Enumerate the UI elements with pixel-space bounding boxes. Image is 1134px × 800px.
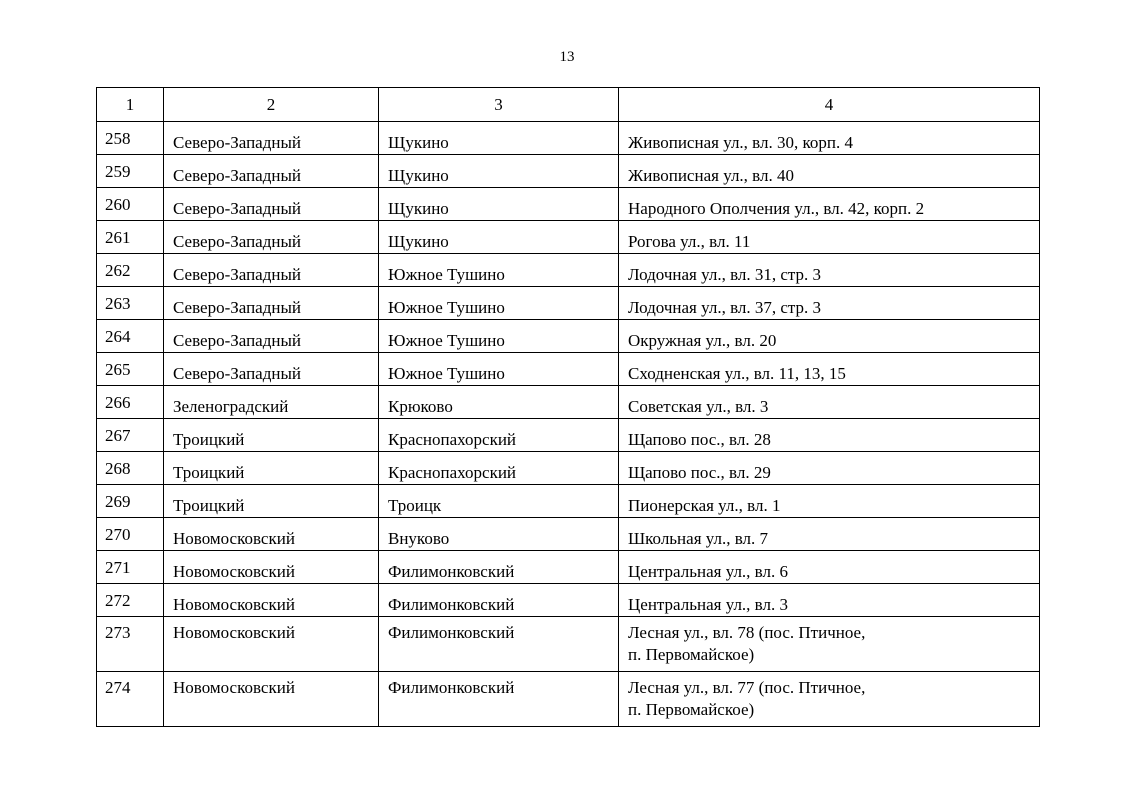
row-number-cell: 266 — [97, 386, 164, 419]
address-cell — [619, 518, 1040, 551]
row-number-cell: 258 — [97, 122, 164, 155]
table-row — [97, 287, 1040, 320]
table-row — [97, 155, 1040, 188]
row-number-cell: 262 — [97, 254, 164, 287]
table-row — [97, 551, 1040, 584]
row-number-cell: 274 — [97, 672, 164, 727]
row-number-cell: 267 — [97, 419, 164, 452]
address-cell — [619, 485, 1040, 518]
district-cell: Новомосковский — [164, 518, 379, 551]
row-number-cell: 265 — [97, 353, 164, 386]
area-cell: Щукино — [379, 155, 619, 188]
address-line: Школьная ул., вл. 7 — [628, 529, 769, 548]
address-line: п. Первомайское) — [628, 645, 755, 664]
address-line: Лесная ул., вл. 78 (пос. Птичное, — [628, 623, 866, 642]
address-cell — [619, 617, 1040, 672]
district-cell: Троицкий — [164, 452, 379, 485]
table-row — [97, 584, 1040, 617]
address-line: п. Первомайское) — [628, 700, 755, 719]
table-row — [97, 672, 1040, 727]
area-cell: Внуково — [379, 518, 619, 551]
district-cell: Новомосковский — [164, 584, 379, 617]
address-cell — [619, 254, 1040, 287]
address-line: Окружная ул., вл. 20 — [628, 331, 777, 350]
address-line: Народного Ополчения ул., вл. 42, корп. 2 — [628, 199, 925, 218]
address-line: Сходненская ул., вл. 11, 13, 15 — [628, 364, 846, 383]
address-cell — [619, 122, 1040, 155]
row-number-cell: 269 — [97, 485, 164, 518]
address-line: Пионерская ул., вл. 1 — [628, 496, 781, 515]
address-cell — [619, 386, 1040, 419]
area-cell: Филимонковский — [379, 551, 619, 584]
table-row — [97, 419, 1040, 452]
row-number-cell: 268 — [97, 452, 164, 485]
address-line: Лесная ул., вл. 77 (пос. Птичное, — [628, 678, 866, 697]
area-cell: Южное Тушино — [379, 287, 619, 320]
address-cell — [619, 551, 1040, 584]
column-header-3: 3 — [379, 88, 619, 122]
row-number-cell: 273 — [97, 617, 164, 672]
table-row — [97, 617, 1040, 672]
table-row — [97, 452, 1040, 485]
area-cell: Краснопахорский — [379, 452, 619, 485]
district-cell: Троицкий — [164, 485, 379, 518]
address-line: Щапово пос., вл. 28 — [628, 430, 771, 449]
row-number-cell: 263 — [97, 287, 164, 320]
column-header-2: 2 — [164, 88, 379, 122]
area-cell: Троицк — [379, 485, 619, 518]
address-cell — [619, 452, 1040, 485]
row-number-cell: 270 — [97, 518, 164, 551]
column-header-4: 4 — [619, 88, 1040, 122]
district-cell: Северо-Западный — [164, 221, 379, 254]
address-line: Лодочная ул., вл. 31, стр. 3 — [628, 265, 822, 284]
row-number-cell: 264 — [97, 320, 164, 353]
row-number-cell: 259 — [97, 155, 164, 188]
district-cell: Северо-Западный — [164, 287, 379, 320]
district-cell: Новомосковский — [164, 672, 379, 727]
row-number-cell: 261 — [97, 221, 164, 254]
area-cell: Филимонковский — [379, 672, 619, 727]
address-cell — [619, 320, 1040, 353]
address-line: Советская ул., вл. 3 — [628, 397, 769, 416]
district-cell: Северо-Западный — [164, 155, 379, 188]
area-cell: Южное Тушино — [379, 353, 619, 386]
area-cell: Филимонковский — [379, 617, 619, 672]
address-cell — [619, 672, 1040, 727]
address-line: Щапово пос., вл. 29 — [628, 463, 771, 482]
address-cell — [619, 287, 1040, 320]
district-cell: Северо-Западный — [164, 320, 379, 353]
address-cell — [619, 584, 1040, 617]
area-cell: Щукино — [379, 122, 619, 155]
address-line: Центральная ул., вл. 6 — [628, 562, 788, 581]
table-row — [97, 353, 1040, 386]
area-cell: Щукино — [379, 188, 619, 221]
area-cell: Краснопахорский — [379, 419, 619, 452]
address-line: Живописная ул., вл. 40 — [628, 166, 794, 185]
address-line: Центральная ул., вл. 3 — [628, 595, 788, 614]
row-number-cell: 272 — [97, 584, 164, 617]
address-cell — [619, 221, 1040, 254]
area-cell: Щукино — [379, 221, 619, 254]
row-number-cell: 271 — [97, 551, 164, 584]
district-cell: Новомосковский — [164, 617, 379, 672]
district-cell: Троицкий — [164, 419, 379, 452]
area-cell: Южное Тушино — [379, 254, 619, 287]
district-cell: Северо-Западный — [164, 353, 379, 386]
table-row — [97, 122, 1040, 155]
table-row — [97, 254, 1040, 287]
district-cell: Северо-Западный — [164, 254, 379, 287]
address-line: Рогова ул., вл. 11 — [628, 232, 751, 251]
row-number-cell: 260 — [97, 188, 164, 221]
table-row — [97, 221, 1040, 254]
district-cell: Новомосковский — [164, 551, 379, 584]
district-cell: Северо-Западный — [164, 122, 379, 155]
area-cell: Крюково — [379, 386, 619, 419]
table-row — [97, 386, 1040, 419]
table-row — [97, 485, 1040, 518]
area-cell: Южное Тушино — [379, 320, 619, 353]
table-row — [97, 188, 1040, 221]
column-header-1: 1 — [97, 88, 164, 122]
address-table — [96, 87, 1040, 727]
address-cell — [619, 188, 1040, 221]
district-cell: Зеленоградский — [164, 386, 379, 419]
address-line: Лодочная ул., вл. 37, стр. 3 — [628, 298, 822, 317]
address-line: Живописная ул., вл. 30, корп. 4 — [628, 133, 853, 152]
address-cell — [619, 155, 1040, 188]
address-cell — [619, 353, 1040, 386]
page-number: 13 — [559, 49, 575, 65]
district-cell: Северо-Западный — [164, 188, 379, 221]
table-header-row — [97, 88, 1040, 122]
address-cell — [619, 419, 1040, 452]
table-row — [97, 320, 1040, 353]
area-cell: Филимонковский — [379, 584, 619, 617]
table-row — [97, 518, 1040, 551]
